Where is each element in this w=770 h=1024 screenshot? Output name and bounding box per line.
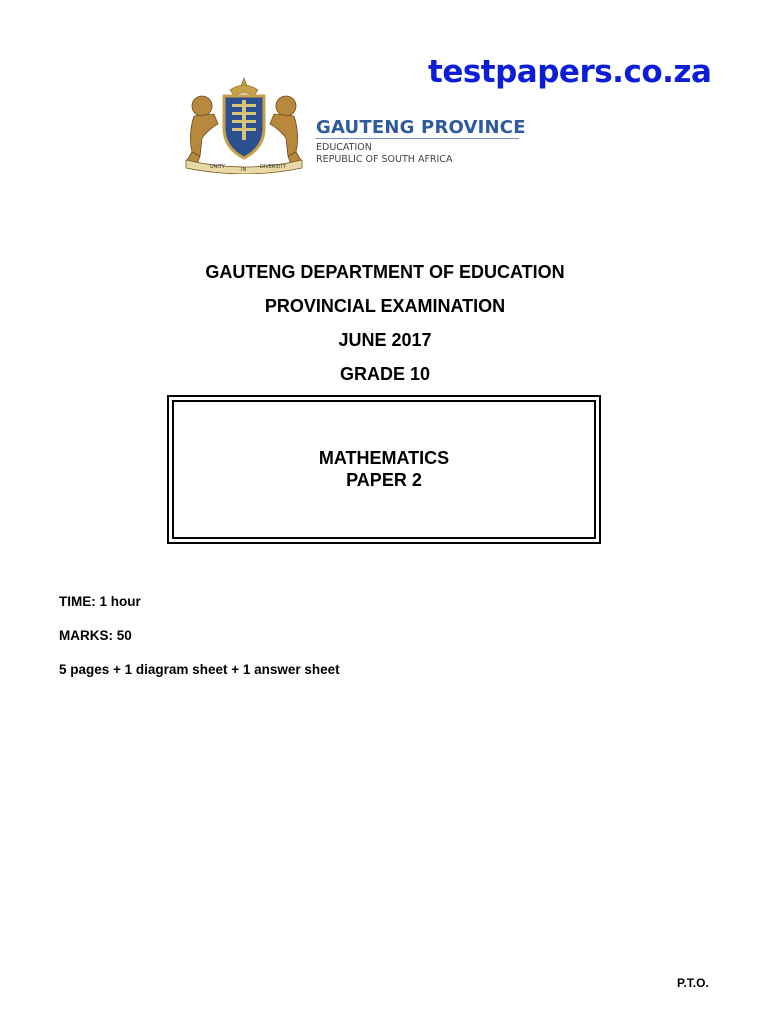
grade-heading: GRADE 10 [339, 364, 431, 384]
motto-right: DIVERSITY [260, 164, 287, 170]
website-link[interactable]: testpapers.co.za [428, 54, 712, 90]
subject-name: MATHEMATICS [318, 448, 450, 468]
province-name: GAUTENG PROVINCE [316, 117, 526, 138]
subject-box [167, 395, 601, 544]
motto-middle: IN [241, 167, 247, 173]
province-country: REPUBLIC OF SOUTH AFRICA [316, 154, 453, 165]
department-heading: GAUTENG DEPARTMENT OF EDUCATION [205, 262, 565, 282]
time-info: TIME: 1 hour [59, 594, 141, 609]
pto-label: P.T.O. [677, 976, 709, 990]
exam-heading: PROVINCIAL EXAMINATION [264, 296, 506, 316]
date-heading: JUNE 2017 [338, 330, 432, 350]
marks-info: MARKS: 50 [59, 628, 132, 643]
motto-left: UNITY [210, 164, 225, 170]
province-department: EDUCATION [316, 142, 372, 153]
province-rule [316, 138, 519, 139]
subject-paper: PAPER 2 [346, 470, 422, 490]
pages-info: 5 pages + 1 diagram sheet + 1 answer sheet [59, 662, 340, 677]
gauteng-coat-of-arms-icon [180, 76, 308, 174]
